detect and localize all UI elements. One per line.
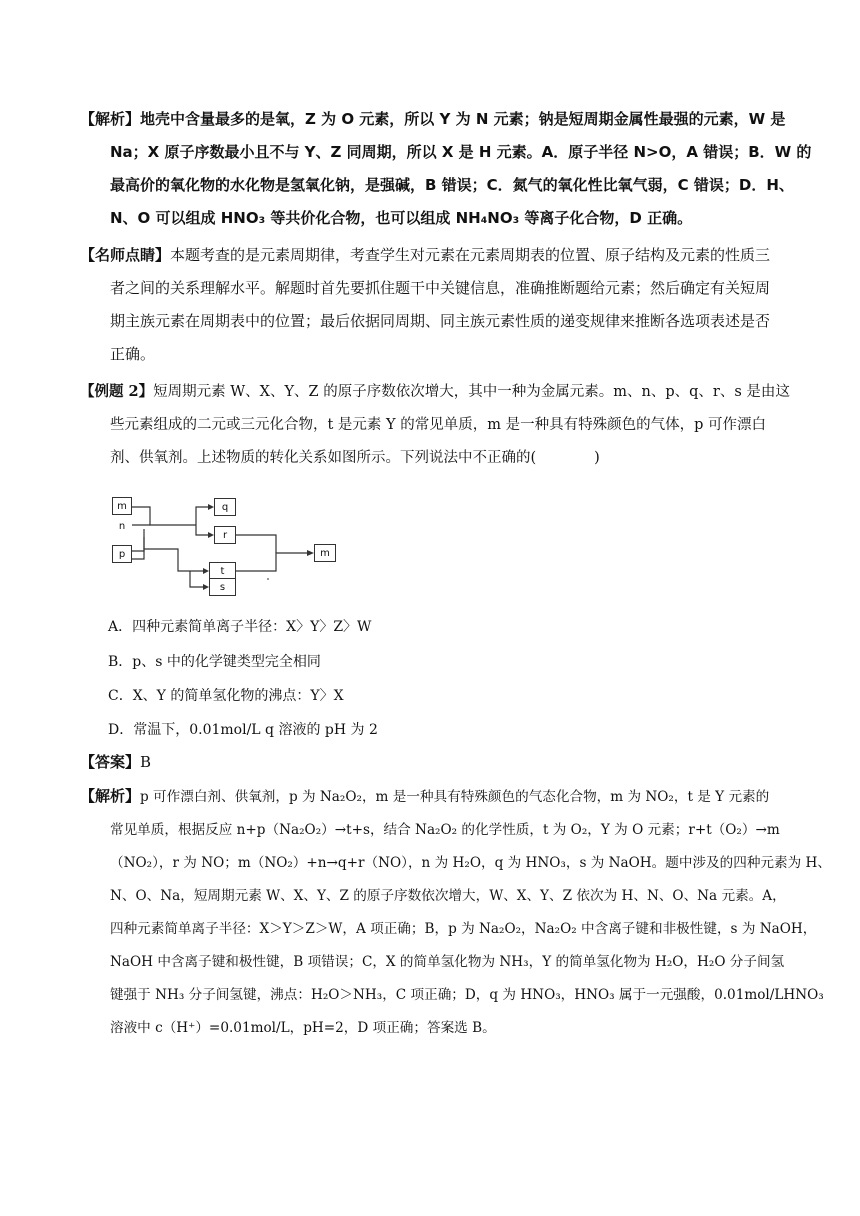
answer-paragraph [80,746,800,779]
analysis2-line: 常见单质，根据反应 n+p（Na₂O₂）→t+s，结合 Na₂O₂ 的化学性质，t 为 O₂，Y 为 O 元素；r+t（O₂）→m [110,822,780,838]
box-t: t [209,562,236,580]
analysis2-tag: 【解析】 [80,787,141,805]
option-c: C．X、Y 的简单氢化物的沸点：Y〉X [108,688,344,704]
analysis2-line: 四种元素简单离子半径：X＞Y＞Z＞W，A 项正确；B，p 为 Na₂O₂，Na₂O₂ 中含离子键和非极性键，s 为 NaOH， [110,921,817,937]
conversion-diagram [108,487,340,597]
example2-tag: 【例题 2】 [80,383,154,400]
option-a: A．四种元素简单离子半径：X〉Y〉Z〉W [108,619,372,635]
analysis1-line: 最高价的氧化物的水化物是氢氧化钠，是强碱，B 错误；C．氮气的氧化性比氧气弱，C 错误；D．H、 [110,176,794,194]
box-m-product: m [314,544,336,562]
tips-line: 本题考查的是元素周期律，考查学生对元素在元素周期表的位置、原子结构及元素的性质三 [170,246,771,264]
box-s: s [209,578,236,596]
analysis2-line: NaOH 中含离子键和极性键，B 项错误；C，X 的简单氢化物为 NH₃，Y 的简单氢化物为 H₂O，H₂O 分子间氢 [110,954,785,970]
answer-tag: 【答案】 [80,753,141,771]
example2-line: 剂、供氧剂。上述物质的转化关系如图所示。下列说法中不正确的( ) [110,450,600,466]
analysis-paragraph-1 [80,103,812,235]
tips-line: 期主族元素在周期表中的位置；最后依据同周期、同主族元素性质的递变规律来推断各选项表述是否 [110,312,771,330]
tips-tag: 【名师点睛】 [80,246,171,264]
example2-line: 短周期元素 W、X、Y、Z 的原子序数依次增大，其中一种为金属元素。m、n、p、q、r、s 是由这 [153,384,790,400]
analysis2-line: （NO₂），r 为 NO；m（NO₂）+n→q+r（NO），n 为 H₂O，q 为 HNO₃，s 为 NaOH。题中涉及的四种元素为 H、 [110,855,831,871]
box-n: n [112,517,132,535]
answer-value: B [140,753,152,771]
analysis-tag: 【解析】 [80,110,141,128]
box-q: q [214,498,236,516]
analysis2-line: 键强于 NH₃ 分子间氢键，沸点：H₂O＞NH₃，C 项正确；D，q 为 HNO₃，HNO₃ 属于一元强酸，0.01mol/LHNO₃ [110,987,824,1003]
tips-line: 正确。 [110,345,156,363]
analysis1-line: 地壳中含量最多的是氧，Z 为 O 元素，所以 Y 为 N 元素；钠是短周期金属性最强的元素，W 是 [140,110,786,128]
option-d: D．常温下，0.01mol/L q 溶液的 pH 为 2 [108,722,378,738]
analysis2-line: p 可作漂白剂、供氧剂，p 为 Na₂O₂，m 是一种具有特殊颜色的气态化合物，m 为 NO₂，t 是 Y 元素的 [140,789,770,805]
analysis-paragraph-2 [80,780,831,1045]
tips-paragraph [80,239,800,371]
option-b: B．p、s 中的化学键类型完全相同 [108,654,321,670]
example2-paragraph [80,375,800,475]
example2-line: 些元素组成的二元或三元化合物，t 是元素 Y 的常见单质，m 是一种具有特殊颜色的气体，p 可作漂白 [110,417,766,433]
analysis2-line: N、O、Na，短周期元素 W、X、Y、Z 的原子序数依次增大，W、X、Y、Z 依次为 H、N、O、Na 元素。A， [110,888,786,904]
analysis1-line: Na；X 原子序数最小且不与 Y、Z 同周期，所以 X 是 H 元素。A．原子半径 N>O，A 错误；B．W 的 [110,143,812,161]
tips-line: 者之间的关系理解水平。解题时首先要抓住题干中关键信息，准确推断题给元素；然后确定有关短周 [110,279,771,297]
box-p: p [112,545,132,563]
box-r: r [214,526,236,544]
analysis1-line: N、O 可以组成 HNO₃ 等共价化合物，也可以组成 NH₄NO₃ 等离子化合物，D 正确。 [110,209,693,227]
analysis2-line: 溶液中 c（H⁺）=0.01mol/L，pH=2，D 项正确；答案选 B。 [110,1020,496,1036]
box-m: m [112,497,132,515]
